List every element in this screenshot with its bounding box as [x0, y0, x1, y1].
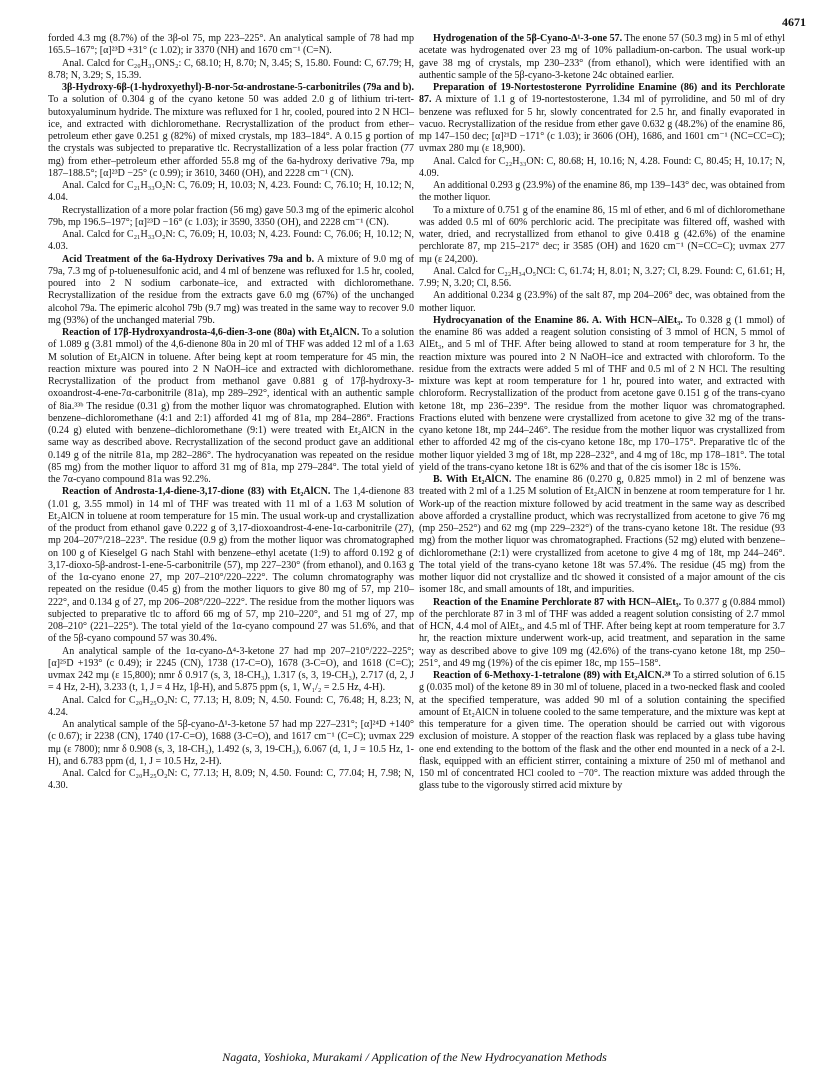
section-body: A mixture of 9.0 mg of 79a, 7.3 mg of p-toluenesulfonic acid, and 4 ml of benzene was refluxed for 1.5 hr, cooled, poured into 2 N sodium carbonate–ice, and extracted with dichloromethane. Recrystallization of the residue from the extracts gave 6.0 mg (67%) of the unchanged alcohol 79a. The epimeric alcohol 79b (9.7 mg) was treated in the same way to recover 9.0 mg (93%) of the unchanged material 79b. [48, 253, 414, 326]
section-heading: 3β-Hydroxy-6β-(1-hydroxyethyl)-B-nor-5α-androstane-5-carbonitriles (79a and b). [62, 82, 414, 93]
running-footer: Nagata, Yoshioka, Murakami / Application of the New Hydrocyanation Methods [222, 1050, 607, 1064]
page-number: 4671 [782, 15, 806, 29]
section-heading: Reaction of 17β-Hydroxyandrosta-4,6-dien-3-one (80a) with Et₂AlCN. [62, 327, 360, 338]
section-body: To 0.377 g (0.884 mmol) of the perchlorate 87 in 3 ml of THF was added a reagent solution consisting of 2.7 mmol of HCN, 4.4 mol of AlEt₃, and 4.5 ml of THF. After being kept at room temperature for 3.7 hr, the reaction mixture underwent work-up, acid treatment, and separation in the same way as described above to give 109 mg (42.6%) of the trans-cyano ketone 18t, mp 250–251°, and 49 mg (19%) of the cis epimer 18c, mp 155–158°. [419, 596, 785, 669]
body-paragraph: An analytical sample of the 5β-cyano-Δ¹-3-ketone 57 had mp 227–231°; [α]²⁴D +140° (c 0.67); ir 2238 (CN), 1740 (17-C=O), 1688 (3-C=O), and 1617 cm⁻¹ (C=C); uvmax 229 mμ (ε 7800); nmr δ 0.908 (s, 3, 18-CH₃), 1.492 (s, 3, 19-CH₃), 6.067 (d, 1, J = 10.5 Hz, 1-H), and 6.783 ppm (d, 1, J = 10.5 Hz, 2-H). [48, 719, 414, 767]
right-column [419, 33, 785, 793]
left-column [48, 33, 414, 793]
section-paragraph [48, 486, 414, 645]
body-paragraph: Anal. Calcd for C₂₀H₃₁ONS₂: C, 68.10; H, 8.70; N, 3.45; S, 15.80. Found: C, 67.79; H, 8.78; N, 3.29; S, 15.39. [48, 57, 414, 81]
section-body: The 1,4-dienone 83 (1.01 g, 3.55 mmol) in 14 ml of THF was treated with 11 ml of a 1.63 M solution of Et₂AlCN in toluene at room temperature for 15 min. The usual work-up and crystallization of the product from ethanol gave 0.222 g of 3,17-dioxoandrost-4-ene-1α-carbonitrile (27), mp 204–207°/218–223°. The residue (0.9 g) from the mother liquor was chromatographed on 100 g of Kieselgel G nach Stahl with benzene–ethyl acetate (1:9) to afford 0.192 g of 3,17-dioxo-5β-androst-1-ene-5-carbonitrile (57), mp 227–230° (from ethanol), and 0.163 g of the 1α-cyano enone 27, mp 207–210°/220–222°. The column chromatography was repeated on the residue (0.45 g) from the mother liquors to give 80 mg of 57, mp 210–222°, and 0.134 g of 27, mp 206–208°/220–222°. The residue from the mother liquors was subjected to preparative tlc to afford 66 mg of 57, mp 210–220°, and 51 mg of 27, mp 208–210° (221–225°). The total yield of the 1α-cyano compound 27 was 51.6%, and that of the 5β-cyano compound 57 was 30.4%. [48, 486, 414, 645]
section-heading: Acid Treatment of the 6a-Hydroxy Derivatives 79a and b. [62, 253, 315, 265]
section-body: To 0.328 g (1 mmol) of the enamine 86 was added a reagent solution consisting of 3 mmol of HCN, 5 mmol of AlEt₃, and 5 ml of THF. After being allowed to stand at room temperature for 3 hr, the reaction mixture was poured into 2 N NaOH–ice and extracted with chloroform. To the residue from the extracts were added 5 ml of THF and 0.5 ml of 2 N HCl. The resulting mixture was kept at room temperature for 1 hr, poured into water, and extracted with chloroform. Recrystallization of the product from acetone gave 0.151 g of the trans-cyano ketone 18t, mp 236–239°. The residue from the mother liquor was chromatographed. Fractions eluted with benzene were crystallized from acetone to give 32 mg of the trans-cyano ketone 18t, mp 244–246°. The residue from the mother liquor was crystallized from ether to afforded 42 mg of the cis-cyano ketone 18c, mp 170–175°. Preparative tlc of the mother liquor yielded 3 mg of 18t, mp 228–232°, and 4 mg of 18c, mp 178–181°. The total yield of the trans-cyano ketone 18t is 62% and that of the cis isomer 18c is 15%. [419, 314, 785, 473]
body-paragraph: An additional 0.293 g (23.9%) of the enamine 86, mp 139–143° dec, was obtained from the mother liquor. [419, 180, 785, 204]
section-body: To a solution of 0.304 g of the cyano ketone 50 was added 2.0 g of lithium tri-tert-butoxyaluminum hydride. The mixture was refluxed for 1 hr, cooled, poured into 2 N HCl–ice, and extracted with dichloromethane. Recrystallization of the product from ether–petroleum ether gave 0.251 g (82%) of mixed crystals, mp 183–184°. A 0.15 g portion of the crystals was subjected to preparative tlc. Recrystallization of a less polar fraction (77 mg) from ether–petroleum ether afforded 55.8 mg of the 6a-hydroxy derivative 79a, mp 187–188.5°; [α]²³D −25° (c 0.99); ir 3610, 3460 (OH), and 2228 cm⁻¹ (CN). [48, 94, 414, 179]
body-paragraph: Anal. Calcd for C₂₁H₃₃O₂N: C, 76.09; H, 10.03; N, 4.23. Found: C, 76.10; H, 10.12; N, 4.04. [48, 180, 414, 204]
body-paragraph: Anal. Calcd for C₂₀H₂₅O₂N: C, 77.13; H, 8.09; N, 4.50. Found: C, 76.48; H, 8.23; N, 4.24. [48, 694, 414, 718]
section-heading: Preparation of 19-Nortestosterone Pyrrolidine Enamine (86) and its Perchlorate 87. [419, 82, 785, 106]
section-paragraph [419, 33, 785, 82]
body-paragraph: To a mixture of 0.751 g of the enamine 86, 15 ml of ether, and 6 ml of dichloromethane was added 0.5 ml of 60% perchloric acid. The precipitate was filtered off, washed with water, dried, and recrystallized from ethanol to give 0.418 g (42.6%) of the enamine perchlorate 87, mp 215–217° dec; ir 3585 (OH) and 1620 cm⁻¹ (N=CC=C); uvmax 277 mμ (ε 24,200). [419, 204, 785, 265]
section-body: To a stirred solution of 6.15 g (0.035 mol) of the ketone 89 in 30 ml of toluene, placed in a two-necked flask and cooled at the specified temperature, was added 90 ml of a solution containing the specified amount of Et₂AlCN in toluene cooled to the same temperature, and the mixture was kept at this temperature for a given time. The operation should be carried out with vigorous exclusion of moisture. A stopper of the reaction flask was replaced by a glass tube having one end extending to the bottom of the flask and the other end mounted in a neck of a 2-l. flask, equipped with an efficient stirrer, containing a mixture of 250 ml of methanol and 150 ml of concentrated HCl cooled to −70°. The reaction mixture was added through the glass tube to the vigorously stirred acid mixture by [419, 670, 786, 792]
section-heading: Hydrocyanation of the Enamine 86. A. With HCN–AlEt₃. [433, 314, 683, 326]
body-paragraph: forded 4.3 mg (8.7%) of the 3β-ol 75, mp 223–225°. An analytical sample of 78 had mp 165.5–167°; [α]²³D +31° (c 1.02); ir 3370 (NH) and 1670 cm⁻¹ (C=N). [48, 33, 414, 57]
section-paragraph [419, 315, 785, 474]
body-paragraph: An additional 0.234 g (23.9%) of the salt 87, mp 204–206° dec, was obtained from the mother liquor. [419, 290, 785, 314]
section-body: A mixture of 1.1 g of 19-nortestosterone, 1.34 ml of pyrrolidine, and 50 ml of dry benzene was refluxed for 5 hr, slowly concentrated for 2.5 hr, and finally evaporated in vacuo. Recrystallization of the residue from ether gave 0.632 g (48.2%) of the enamine 86, mp 147–150 dec; [α]²¹D −171° (c 1.03); ir 3606 (OH), 1686, and 1601 cm⁻¹ (NC=CC=C); uvmax 280 mμ (ε 18,900). [419, 94, 785, 155]
body-paragraph: Anal. Calcd for C₂₁H₃₃O₂N: C, 76.09; H, 10.03; N, 4.23. Found: C, 76.06; H, 10.12; N, 4.03. [48, 229, 414, 253]
section-paragraph [48, 254, 414, 328]
section-paragraph [419, 474, 785, 597]
section-heading: Reaction of the Enamine Perchlorate 87 with HCN–AlEt₃. [433, 596, 682, 608]
section-body: The enone 57 (50.3 mg) in 5 ml of ethyl acetate was hydrogenated over 23 mg of 10% palladium-on-carbon. The usual work-up gave 38 mg of crystals, mp 230–233° (from ethanol), which were identified with an authentic sample of the 5β-cyano-3-ketone 24c obtained earlier. [419, 33, 785, 81]
section-body: The enamine 86 (0.270 g, 0.825 mmol) in 2 ml of benzene was treated with 2 ml of a 1.25 M solution of Et₂AlCN in benzene at room temperature for 1 hr. Work-up of the reaction mixture followed by acid treatment in the same way as described above afforded a crystalline product, which was recrystallized from acetone to give 76 mg (mp 250–252°) and 62 mg (mp 229–232°) of the trans-cyano ketone 18t. The residue (93 mg) from the mother liquor was chromatographed. Fractions (52 mg) eluted with benzene–dichloromethane (2:1) were crystallized from acetone to give 4 mg of 18t, mp 244–246°. The total yield of the trans-cyano ketone 18t was 57.4%. The residue (45 mg) from the mother liquor did not crystallize and tlc showed it consisted of a major amount of the cis isomer 18c, and small amounts of 18t, and impurities. [419, 474, 785, 596]
body-paragraph: Anal. Calcd for C₂₂H₃₄O₅NCl: C, 61.74; H, 8.01; N, 3.27; Cl, 8.29. Found: C, 61.61; H, 7.99; N, 3.20; Cl, 8.56. [419, 265, 785, 289]
body-paragraph: Anal. Calcd for C₂₀H₂₅O₂N: C, 77.13; H, 8.09; N, 4.50. Found: C, 77.04; H, 7.98; N, 4.30. [48, 768, 414, 792]
section-heading: B. With Et₂AlCN. [433, 474, 512, 485]
body-paragraph: An analytical sample of the 1α-cyano-Δ⁴-3-ketone 27 had mp 207–210°/222–225°; [α]²⁵D +193° (c 0.49); ir 2245 (CN), 1738 (17-C=O), 1678 (3-C=O), and 1618 (C=C); uvmax 242 mμ (ε 15,800); nmr δ 0.917 (s, 3, 18-CH₃), 1.317 (s, 3, 19-CH₃), 2.717 (d, 2, J = 4 Hz, 2-H), 3.233 (t, 1, J = 4 Hz, 1β-H), and 5.875 ppm (s, 1, W₁/₂ = 2.5 Hz, 4-H). [48, 645, 414, 694]
body-paragraph: Anal. Calcd for C₂₂H₃₃ON: C, 80.68; H, 10.16; N, 4.28. Found: C, 80.45; H, 10.17; N, 4.09. [419, 155, 785, 179]
section-heading: Reaction of 6-Methoxy-1-tetralone (89) with Et₂AlCN.²⁸ [433, 670, 671, 681]
body-paragraph: Recrystallization of a more polar fraction (56 mg) gave 50.3 mg of the epimeric alcohol 79b, mp 196.5–197°; [α]²³D −16° (c 1.03); ir 3590, 3350 (OH), and 2228 cm⁻¹ (CN). [48, 204, 414, 228]
section-heading: Hydrogenation of the 5β-Cyano-Δ¹-3-one 57. [433, 33, 623, 44]
section-heading: Reaction of Androsta-1,4-diene-3,17-dione (83) with Et₂AlCN. [62, 486, 331, 498]
section-paragraph [48, 327, 414, 486]
section-body: To a solution of 1.089 g (3.81 mmol) of the 4,6-dienone 80a in 20 ml of THF was added 12 ml of a 1.63 M solution of Et₂AlCN in toluene. After being kept at room temperature for 45 min, the reaction mixture was poured into 2 N NaOH–ice and extracted with dichloromethane. Recrystallization of the product from methanol gave 0.881 g of 17β-hydroxy-3-oxoandrost-4-ene-7α-carbonitrile (81a), mp 289–292°, identical with an authentic sample of 8ia.³³ᵇ The residue (0.31 g) from the mother liquor was chromatographed. Elution with benzene–dichloromethane (4:1 and 2:1) afforded 41 mg of 81a, mp 284–286°. Fractions (0.24 g) eluted with benzene–dichloromethane (9:1) were treated with Et₂AlCN in the same way as described above. Recrystallization of the second product gave an additional 0.149 g of the nitrile 81a, mp 282–286°. The hydrocyanation was repeated on the residue (85 mg) from the mother liquor to afford 31 mg of 81a, mp 279–284°. The total yield of the 7α-cyano compound 81a was 92.2%. [48, 327, 414, 485]
section-paragraph [419, 670, 785, 793]
section-paragraph [419, 597, 785, 671]
section-paragraph [48, 82, 414, 180]
section-paragraph [419, 82, 785, 156]
